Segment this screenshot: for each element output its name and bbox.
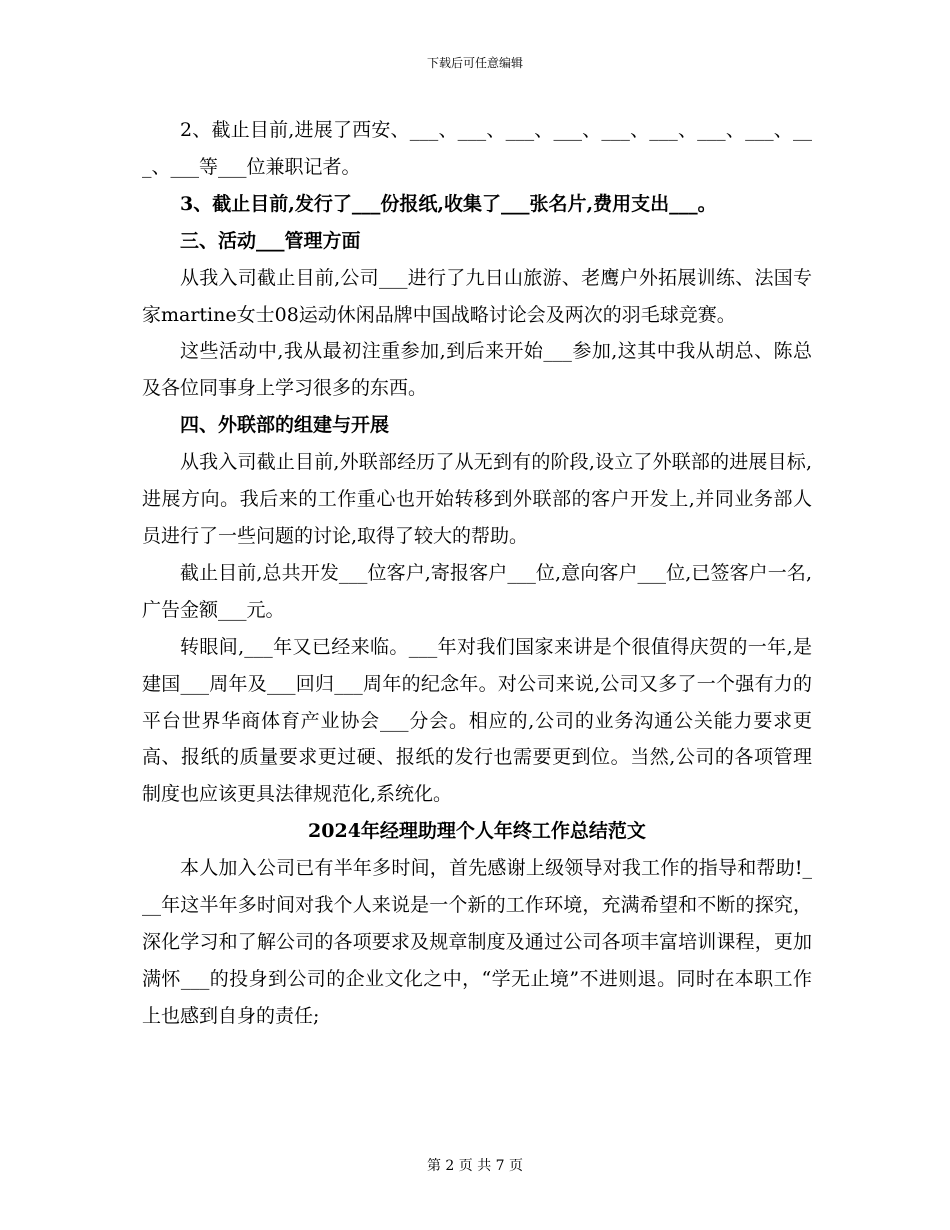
paragraph-activities: 从我入司截止目前,公司___进行了九日山旅游、老鹰户外拓展训练、法国专家martine女士08运动休闲品牌中国战略讨论会及两次的羽毛球竞赛。 bbox=[142, 266, 812, 326]
paragraph-participation: 这些活动中,我从最初注重参加,到后来开始___参加,这其中我从胡总、陈总及各位同事身上学习很多的东西。 bbox=[142, 340, 812, 400]
paragraph-liaison: 从我入司截止目前,外联部经历了从无到有的阶段,设立了外联部的进展目标,进展方向。我后来的工作重心也开始转移到外联部的客户开发上,并同业务部人员进行了一些问题的讨论,取得了较大的帮助。 bbox=[142, 451, 812, 547]
paragraph-clients: 截止目前,总共开发___位客户,寄报客户___位,意向客户___位,已签客户一名,广告金额___元。 bbox=[142, 561, 812, 621]
paragraph-intro: 本人加入公司已有半年多时间，首先感谢上级领导对我工作的指导和帮助!___年这半年多时间对我个人来说是一个新的工作环境，充满希望和不断的探究，深化学习和了解公司的各项要求及规章制度及通过公司各项丰富培训课程，更加满怀___的投身到公司的企业文化之中，“学无止境”不进则退。同时在本职工作上也感到自身的责任; bbox=[142, 857, 812, 1027]
document-body bbox=[142, 112, 812, 1035]
paragraph-outlook: 转眼间,___年又已经来临。___年对我们国家来讲是个很值得庆贺的一年,是建国___周年及___回归___周年的纪念年。对公司来说,公司又多了一个强有力的平台世界华商体育产业协会___分会。相应的,公司的业务沟通公关能力要求更高、报纸的质量要求更过硬、报纸的发行也需要更到位。当然,公司的各项管理制度也应该更具法律规范化,系统化。 bbox=[142, 635, 812, 806]
paragraph-distribution: 3、截止目前,发行了___份报纸,收集了___张名片,费用支出___。 bbox=[180, 192, 717, 215]
header-note: 下载后可任意编辑 bbox=[426, 56, 523, 70]
paragraph-reporters: 2、截止目前,进展了西安、___、___、___、___、___、___、___、___、___、___等___位兼职记者。 bbox=[142, 119, 812, 178]
section-heading-activities: 三、活动___管理方面 bbox=[180, 229, 361, 252]
article-title: 2024年经理助理个人年终工作总结范文 bbox=[308, 820, 646, 843]
section-heading-liaison: 四、外联部的组建与开展 bbox=[180, 414, 390, 437]
page-number: 第 2 页 共 7 页 bbox=[426, 1158, 524, 1174]
